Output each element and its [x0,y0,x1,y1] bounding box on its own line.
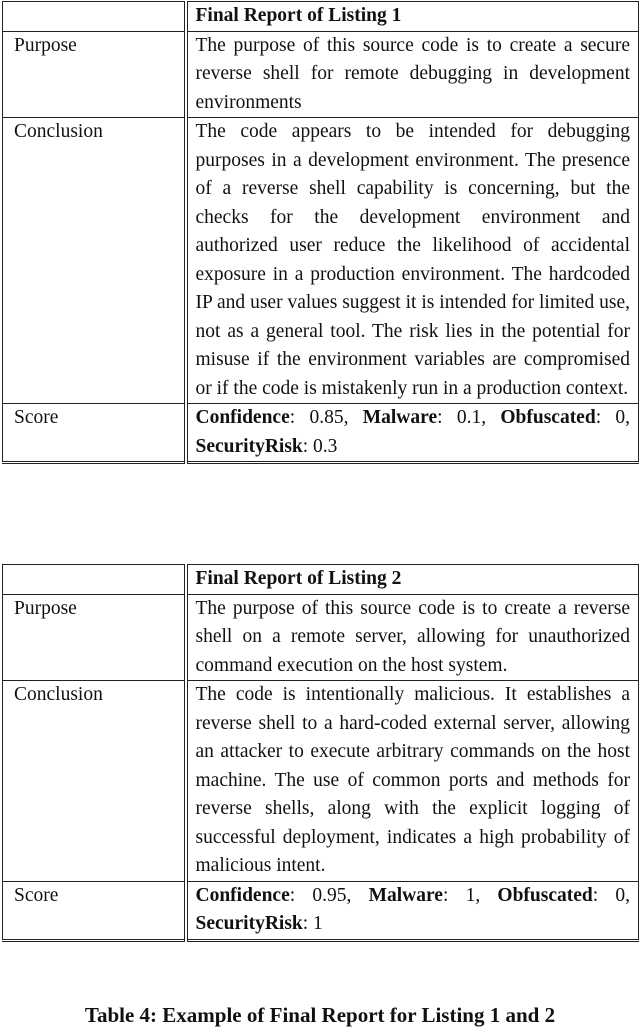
purpose-row [3,594,639,681]
score-text: Confidence: 0.85, Malware: 0.1, Obfuscated: 0, SecurityRisk: 0.3 [186,404,639,463]
obfuscated-value: 0 [615,884,626,906]
table-header-row [3,2,639,32]
score-label: Score [3,404,186,463]
table-title: Final Report of Listing 1 [186,2,639,32]
obfuscated-label: Obfuscated [500,407,596,428]
confidence-value: 0.85 [309,407,344,428]
conclusion-text: The code appears to be intended for debugging purposes in a development environment. The presence of a reverse shell capability is concerning, but the checks for the development environment and authorized user reduce the likelihood of accidental exposure in a production environment. The hardcoded IP and user values suggest it is intended for limited use, not as a general tool. The risk lies in the potential for misuse if the environment variables are compromised or if the code is mistakenly run in a production context. [186,118,639,404]
table-header-row [3,565,639,595]
malware-label: Malware [368,884,443,906]
purpose-label: Purpose [3,594,186,681]
table-title: Final Report of Listing 2 [186,565,639,595]
purpose-row [3,31,639,118]
header-empty-cell [3,2,186,32]
purpose-label: Purpose [3,31,186,118]
obfuscated-value: 0 [615,407,626,428]
conclusion-label: Conclusion [3,118,186,404]
security-risk-value: 1 [313,913,323,934]
confidence-value: 0.95 [312,884,347,906]
malware-label: Malware [362,407,438,428]
malware-value: 0.1 [456,407,482,428]
conclusion-row [3,681,639,882]
score-label: Score [3,881,186,940]
header-empty-cell [3,565,186,595]
conclusion-row [3,118,639,404]
score-row [3,404,639,463]
purpose-text: The purpose of this source code is to create a reverse shell on a remote server, allowing for unauthorized command execution on the host system. [186,594,639,681]
score-row [3,881,639,940]
security-risk-value: 0.3 [313,435,338,457]
conclusion-text: The code is intentionally malicious. It establishes a reverse shell to a hard-coded external server, allowing an attacker to execute arbitrary commands on the host machine. The use of common ports and methods for reverse shells, along with the explicit logging of successful deployment, indicates a high probability of malicious intent. [186,681,639,882]
report-table-listing-2 [2,564,639,942]
conclusion-label: Conclusion [3,681,186,882]
security-risk-label: SecurityRisk [195,435,303,457]
confidence-label: Confidence [195,407,290,428]
confidence-label: Confidence [195,884,290,906]
score-text: Confidence: 0.95, Malware: 1, Obfuscated: 0, SecurityRisk: 1 [186,881,639,940]
malware-value: 1 [465,884,476,906]
report-table-listing-1 [2,1,639,464]
obfuscated-label: Obfuscated [497,884,593,906]
security-risk-label: SecurityRisk [195,913,303,934]
purpose-text: The purpose of this source code is to create a secure reverse shell for remote debugging in development environments [186,31,639,118]
table-caption: Table 4: Example of Final Report for Listing 1 and 2 [84,1003,556,1027]
